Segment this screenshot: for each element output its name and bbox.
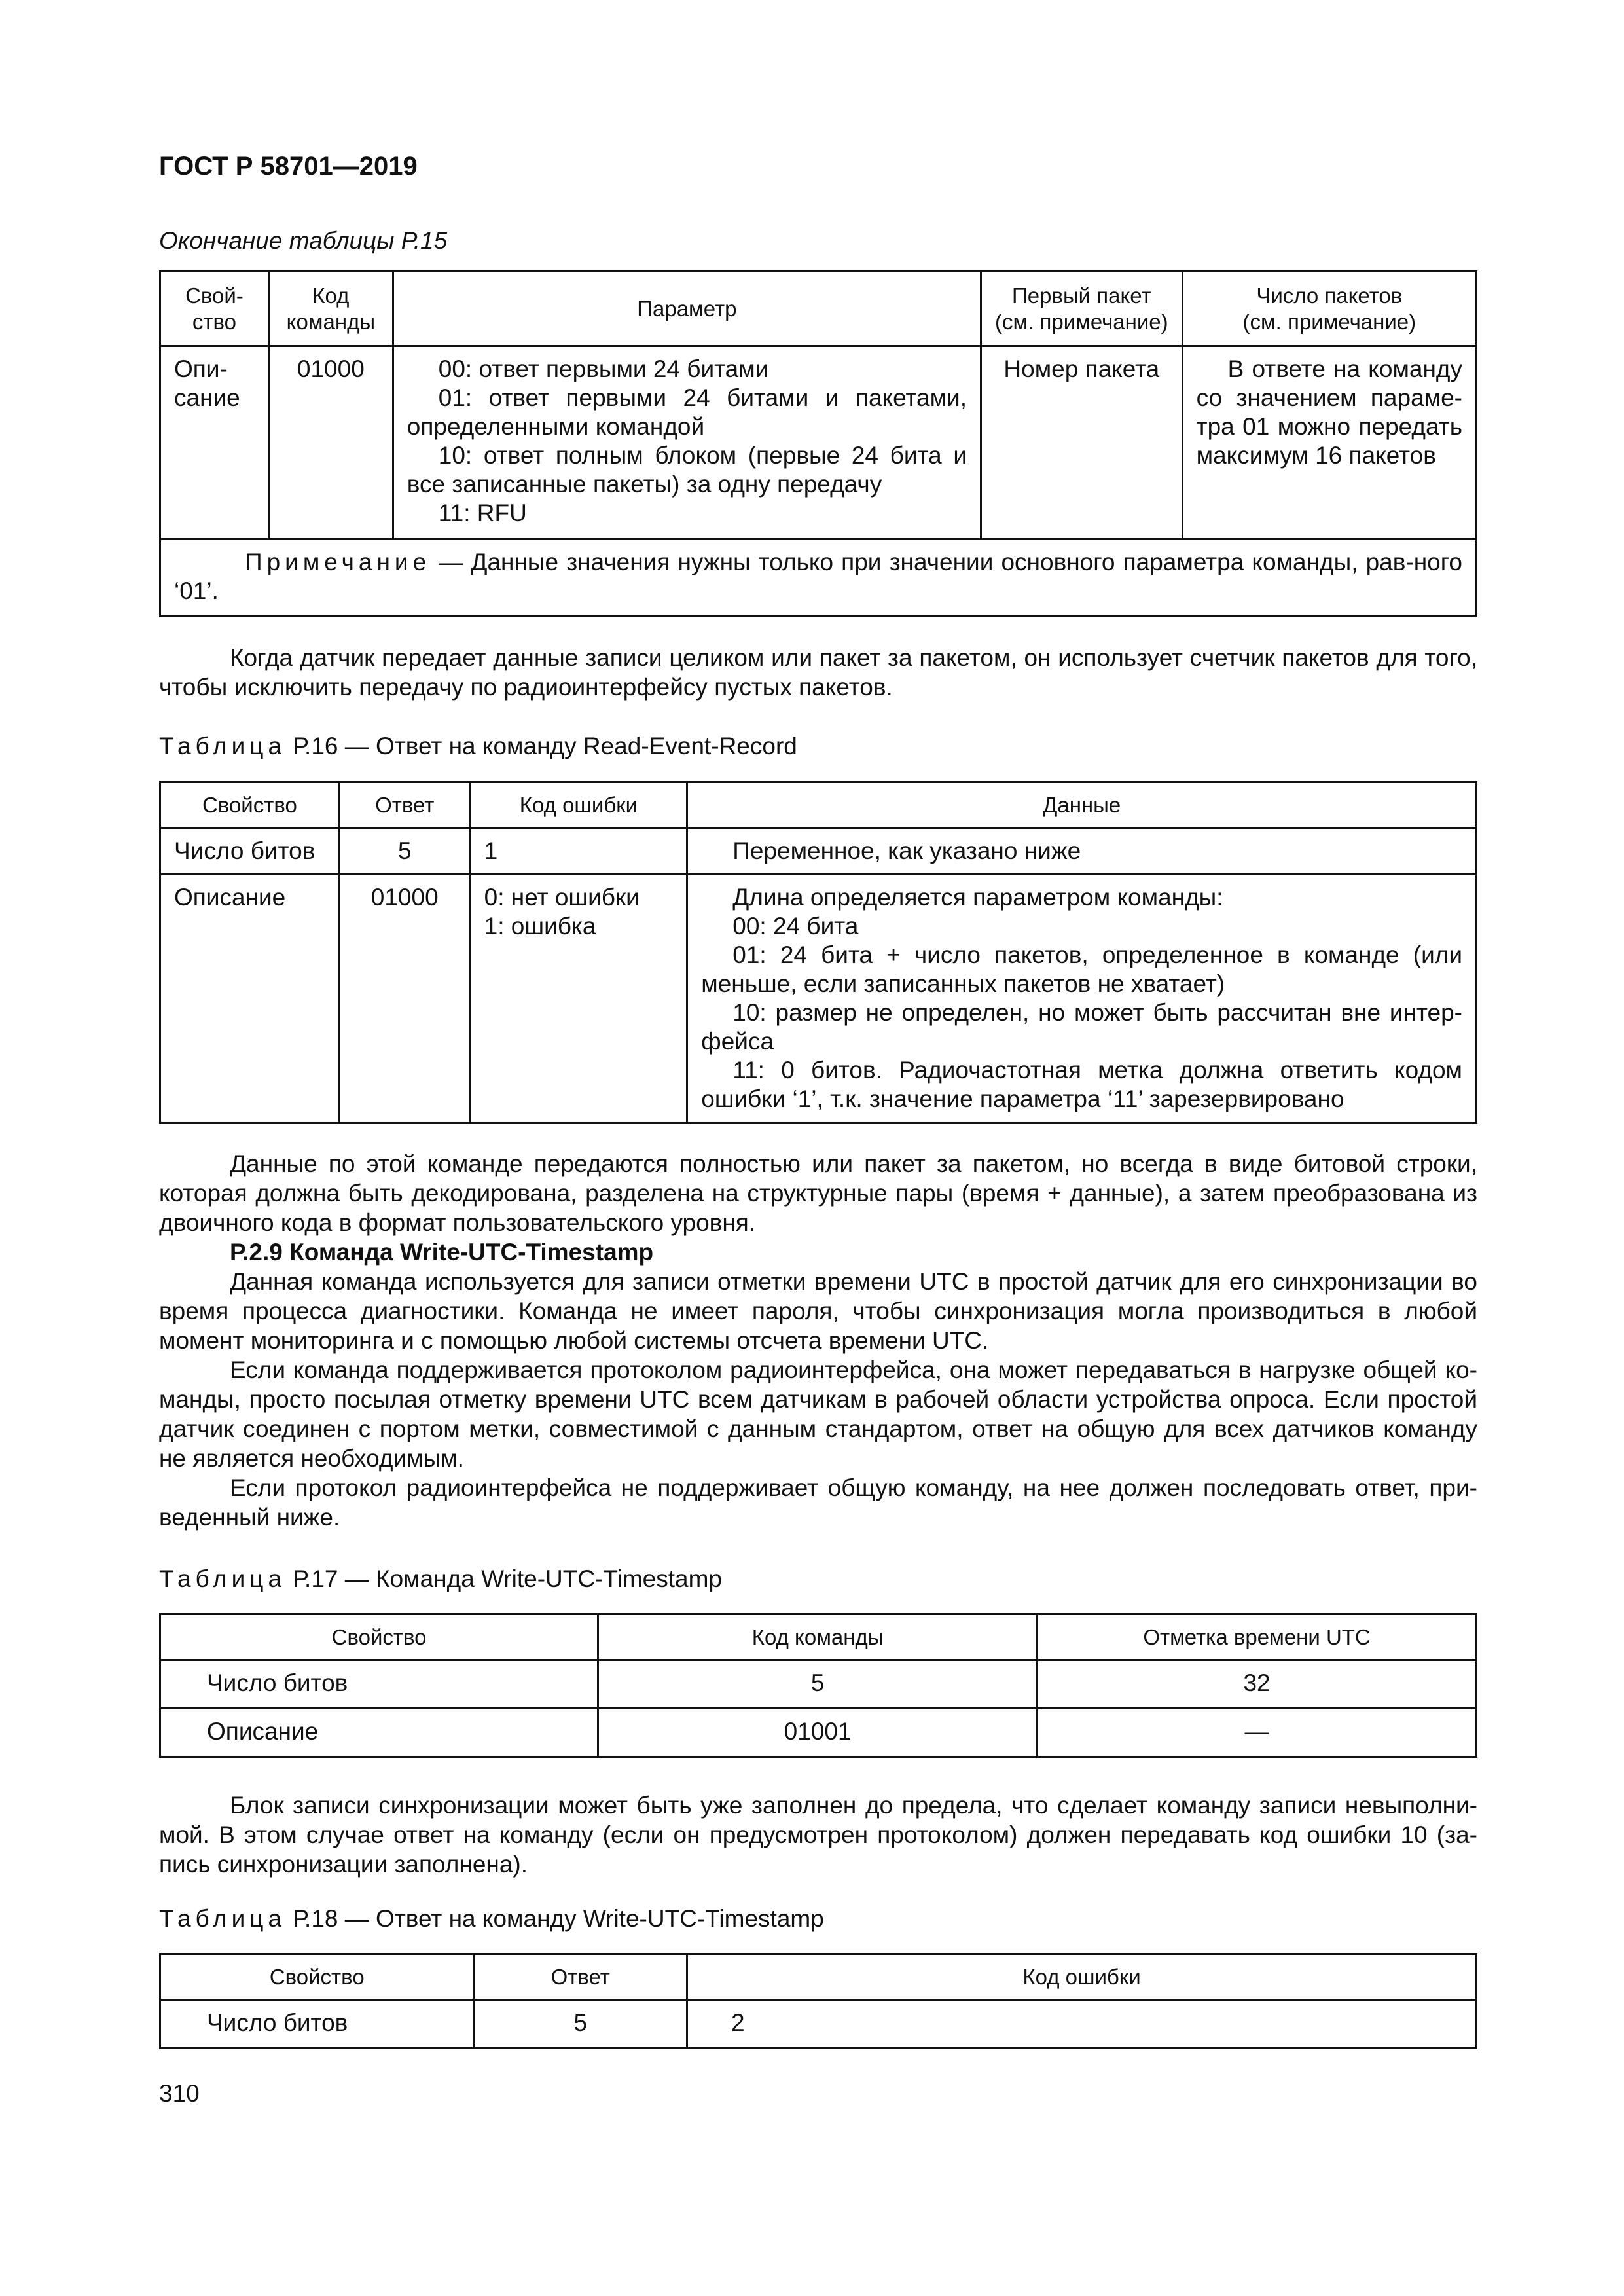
table-16-cell-response: 5 (339, 828, 470, 875)
paragraph: Когда датчик передает данные записи целиком или пакет за пакетом, он использует счетчик пакетов для того, чтобы исключить передачу по радиоинтерфейсу пустых пакетов. (159, 644, 1477, 701)
table-row (160, 346, 1477, 539)
document-standard-number: ГОСТ Р 58701—2019 (159, 152, 418, 181)
table-16-cell-data: Длина определяется параметром команды: 00: 24 бита 01: 24 бита + число пакетов, определенное в команде (или меньше, если записанных пакетов не хватает) 10: размер не определен, но может быть рассчитан вне интер-фейса 11: 0 битов. Радиочастотная метка должна ответить кодом ошибки ‘1’, т.к. значение параметра ‘11’ зарезервировано (687, 875, 1477, 1123)
table-17-cell-utc: 32 (1038, 1660, 1477, 1709)
table-16-cell-property: Описание (160, 875, 340, 1123)
table-17-cell-property: Число битов (160, 1660, 598, 1709)
table-15-note (160, 539, 1477, 617)
note-label: Примечание (245, 549, 431, 575)
table-18-header-response: Ответ (474, 1954, 687, 2000)
table-16-header-data: Данные (687, 782, 1477, 828)
table-17-header-property: Свойство (160, 1614, 598, 1660)
section-heading: Р.2.9 Команда Write-UTC-Timestamp (230, 1239, 654, 1266)
table-17-caption: Таблица Р.17 — Команда Write-UTC-Timestamp (159, 1565, 723, 1592)
paragraph: Данные по этой команде передаются полностью или пакет за пакетом, но всегда в виде битовой строки, которая должна быть декодирована, разделена на структурные пары (время + данные), а затем преобразована из двоичного кода в формат пользовательского уровня. (159, 1150, 1477, 1236)
table-17 (159, 1613, 1477, 1758)
table-15-cell-param: 00: ответ первыми 24 битами 01: ответ первыми 24 битами и пакетами, определенными командой 10: ответ полным блоком (первые 24 бита и все записанные пакеты) за одну передачу 11: RFU (393, 346, 981, 539)
table-15-header-param: Параметр (393, 272, 981, 346)
table-row (160, 875, 1477, 1123)
table-16-cell-error: 1 (470, 828, 687, 875)
table-16-caption: Таблица Р.16 — Ответ на команду Read-Event-Record (159, 733, 797, 759)
table-17-header-utc: Отметка времени UTC (1038, 1614, 1477, 1660)
table-18 (159, 1953, 1477, 2049)
table-16-cell-response: 01000 (339, 875, 470, 1123)
table-15 (159, 270, 1477, 617)
table-17-cell-utc: — (1038, 1709, 1477, 1757)
table-18-cell-response: 5 (474, 2000, 687, 2049)
table-15-caption: Окончание таблицы Р.15 (159, 227, 448, 254)
table-15-header-first-packet: Первый пакет (см. примечание) (981, 272, 1183, 346)
table-15-cell-code: 01000 (268, 346, 393, 539)
page-number: 310 (159, 2080, 200, 2107)
paragraph: Данная команда используется для записи отметки времени UTC в простой датчик для его синхронизации во время процесса диагностики. Команда не имеет пароля, чтобы синхронизация могла производиться в любой момент мониторинга и с помощью любой системы отсчета времени UTC. (159, 1268, 1477, 1354)
paragraph: Если протокол радиоинтерфейса не поддерживает общую команду, на нее должен последовать ответ, при-веденный ниже. (159, 1474, 1477, 1531)
table-row (160, 828, 1477, 875)
table-16 (159, 781, 1477, 1124)
table-16-header-response: Ответ (339, 782, 470, 828)
table-16-cell-property: Число битов (160, 828, 340, 875)
table-row (160, 1709, 1477, 1757)
table-row (160, 1660, 1477, 1709)
table-18-header-error: Код ошибки (687, 1954, 1477, 2000)
table-16-cell-error: 0: нет ошибки 1: ошибка (470, 875, 687, 1123)
table-18-cell-error: 2 (687, 2000, 1477, 2049)
paragraph: Блок записи синхронизации может быть уже заполнен до предела, что сделает команду записи невыполни-мой. В этом случае ответ на команду (если он предусмотрен протоколом) должен передавать код ошибки 10 (за-пись синхронизации заполнена). (159, 1792, 1477, 1878)
table-15-header-packets-count: Число пакетов (см. примечание) (1182, 272, 1476, 346)
table-16-cell-data: Переменное, как указано ниже (687, 828, 1477, 875)
table-16-header-property: Свойство (160, 782, 340, 828)
table-17-header-code: Код команды (598, 1614, 1038, 1660)
table-15-header-code: Код команды (268, 272, 393, 346)
table-15-cell-property: Опи- сание (160, 346, 269, 539)
note-text: — Данные значения нужны только при значении основного параметра команды, рав-ного ‘01’. (174, 549, 1462, 604)
table-row (160, 2000, 1477, 2049)
table-18-caption: Таблица Р.18 — Ответ на команду Write-UTC-Timestamp (159, 1905, 824, 1932)
table-18-header-property: Свойство (160, 1954, 474, 2000)
paragraph: Если команда поддерживается протоколом радиоинтерфейса, она может передаваться в нагрузке общей ко-манды, просто посылая отметку времени UTC всем датчикам в рабочей области устройства опроса. Если простой датчик соединен с портом метки, совместимой с данным стандартом, ответ на общую для всех датчиков команду не является необходимым. (159, 1357, 1477, 1472)
table-16-header-error: Код ошибки (470, 782, 687, 828)
table-17-cell-property: Описание (160, 1709, 598, 1757)
table-15-cell-first-packet: Номер пакета (981, 346, 1183, 539)
table-15-header-property: Свой- ство (160, 272, 269, 346)
table-18-cell-property: Число битов (160, 2000, 474, 2049)
table-17-cell-code: 5 (598, 1660, 1038, 1709)
table-15-cell-packets-count: В ответе на команду со значением параме-тра 01 можно передать максимум 16 пакетов (1182, 346, 1476, 539)
table-17-cell-code: 01001 (598, 1709, 1038, 1757)
